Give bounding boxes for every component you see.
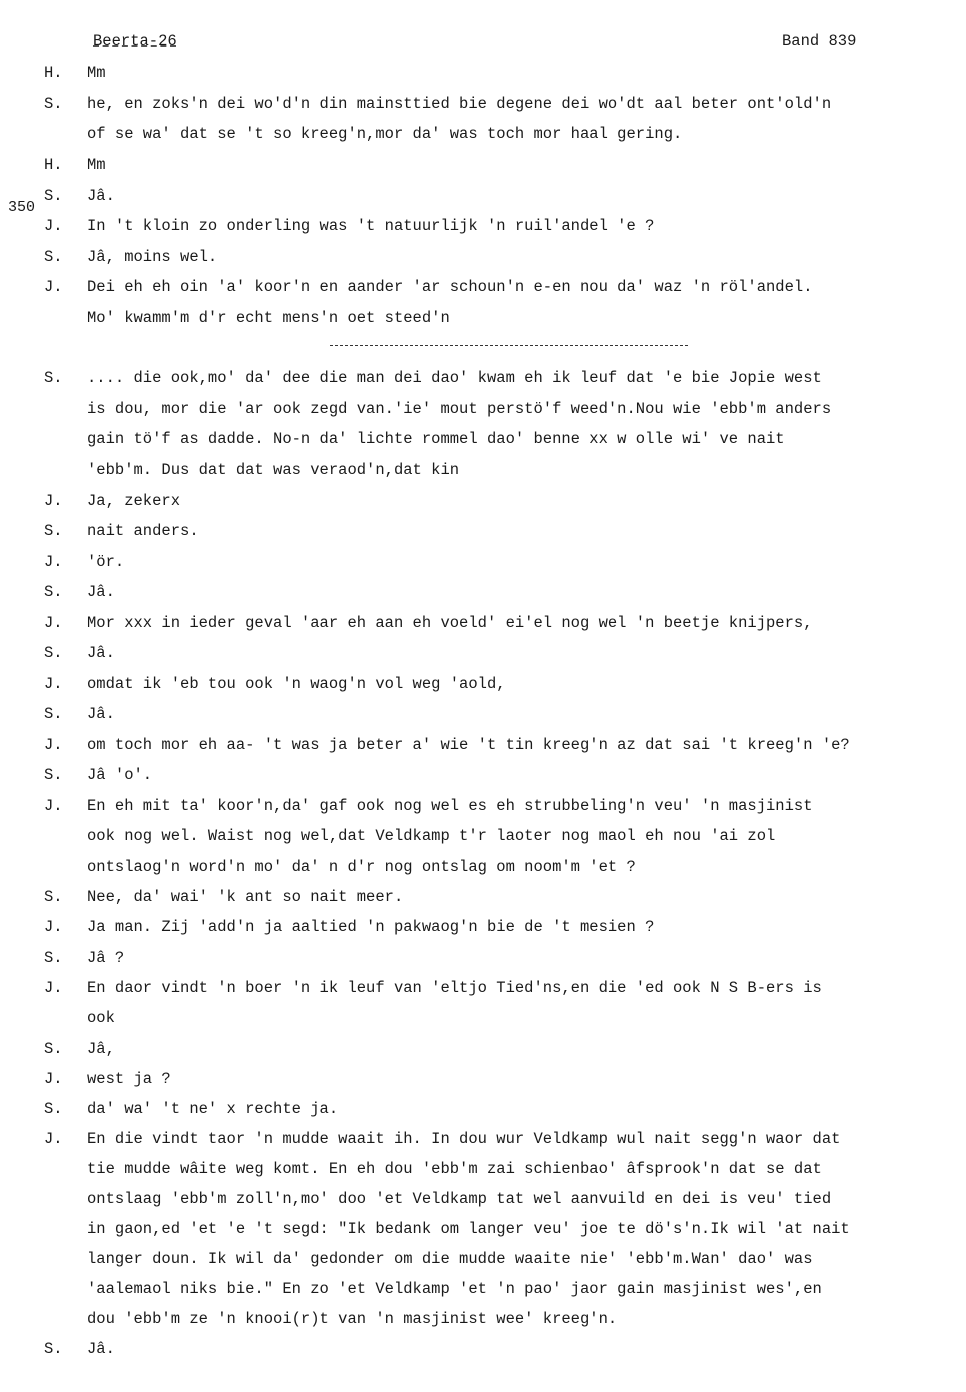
transcript-line [0,95,966,117]
speaker-label: J. [44,217,63,235]
transcript-line [0,1040,966,1062]
utterance-text: ontslaag 'ebb'm zoll'n,mo' doo 'et Veldkamp tat wel aanvuild en dei is veu' tied [87,1190,832,1208]
speaker-label: J. [44,492,63,510]
utterance-text: om toch mor eh aa- 't was ja beter a' wie 't tin kreeg'n az dat sai 't kreeg'n 'e? [87,736,850,754]
transcript-line [0,797,966,819]
transcript-line [0,187,966,209]
speaker-label: S. [44,1040,63,1058]
utterance-text: En die vindt taor 'n mudde waait ih. In dou wur Veldkamp wul nait segg'n waor dat [87,1130,841,1148]
speaker-label: S. [44,522,63,540]
transcript-line [0,644,966,666]
utterance-text: Nee, da' wai' 'k ant so nait meer. [87,888,404,906]
utterance-text: Mor xxx in ieder geval 'aar eh aan eh voeld' ei'el nog wel 'n beetje knijpers, [87,614,813,632]
utterance-text: in gaon,ed 'et 'e 't segd: "Ik bedank om langer veu' joe te dö's'n.Ik wil 'at nait [87,1220,850,1238]
transcript-line [0,278,966,300]
transcript-line [0,156,966,178]
transcript-line [0,553,966,575]
utterance-text: is dou, mor die 'ar ook zegd van.'ie' mout perstö'f weed'n.Nou wie 'ebb'm anders [87,400,832,418]
transcript-line [0,1190,966,1212]
utterance-text: Jâ. [87,644,115,662]
transcript-line [0,1250,966,1272]
transcript-line [0,858,966,880]
utterance-text: Jâ. [87,1340,115,1358]
transcript-line [0,1310,966,1332]
transcript-line [0,400,966,422]
speaker-label: S. [44,95,63,113]
transcript-line [0,827,966,849]
utterance-text: ook nog wel. Waist nog wel,dat Veldkamp t'r laoter nog maol eh nou 'ai zol [87,827,776,845]
transcript-line [0,1100,966,1122]
transcript-line [0,1009,966,1031]
transcript-line [0,1160,966,1182]
utterance-text: da' wa' 't ne' x rechte ja. [87,1100,339,1118]
speaker-label: J. [44,1130,63,1148]
transcript-line [0,1130,966,1152]
speaker-label: S. [44,1340,63,1358]
utterance-text: 'ebb'm. Dus dat dat was veraod'n,dat kin [87,461,460,479]
transcript-line [0,918,966,940]
transcript-line [0,675,966,697]
utterance-text: Ja man. Zij 'add'n ja aaltied 'n pakwaog'n bie de 't mesien ? [87,918,655,936]
transcript-line [0,705,966,727]
transcript-line [0,1340,966,1362]
speaker-label: J. [44,797,63,815]
utterance-text: Mo' kwamm'm d'r echt mens'n oet steed'n [87,309,450,327]
transcript-line [0,736,966,758]
utterance-text: ontslaog'n word'n mo' da' n d'r nog ontslag om noom'm 'et ? [87,858,636,876]
transcript-line [0,949,966,971]
tape-number: Band 839 [782,32,857,50]
section-separator [330,345,688,346]
speaker-label: J. [44,736,63,754]
margin-counter: 350 [8,199,36,216]
speaker-label: H. [44,64,63,82]
utterance-text: In 't kloin zo onderling was 't natuurlijk 'n ruil'andel 'e ? [87,217,655,235]
utterance-text: Ja, zekerx [87,492,181,510]
utterance-text: En daor vindt 'n boer 'n ik leuf van 'eltjo Tied'ns,en die 'ed ook N S B-ers is [87,979,822,997]
utterance-text: omdat ik 'eb tou ook 'n waog'n vol weg 'aold, [87,675,506,693]
utterance-text: ook [87,1009,115,1027]
utterance-text: Jâ. [87,705,115,723]
speaker-label: S. [44,766,63,784]
transcript-line [0,979,966,1001]
transcript-line [0,430,966,452]
speaker-label: J. [44,278,63,296]
transcript-line [0,766,966,788]
speaker-label: J. [44,979,63,997]
utterance-text: .... die ook,mo' da' dee die man dei dao' kwam eh ik leuf dat 'e bie Jopie west [87,369,822,387]
utterance-text: dou 'ebb'm ze 'n knooi(r)t van 'n masjinist wee' kreeg'n. [87,1310,618,1328]
speaker-label: J. [44,553,63,571]
utterance-text: west ja ? [87,1070,171,1088]
transcript-line [0,1280,966,1302]
speaker-label: J. [44,614,63,632]
transcript-line [0,888,966,910]
utterance-text: gain tö'f as dadde. No-n da' lichte rommel dao' benne xx w olle wi' ve nait [87,430,785,448]
utterance-text: Jâ. [87,583,115,601]
utterance-text: Mm [87,64,106,82]
transcript-line [0,64,966,86]
transcript-line [0,522,966,544]
speaker-label: S. [44,187,63,205]
utterance-text: Jâ, moins wel. [87,248,218,266]
speaker-label: S. [44,644,63,662]
utterance-text: nait anders. [87,522,199,540]
speaker-label: H. [44,156,63,174]
transcript-line [0,583,966,605]
speaker-label: S. [44,583,63,601]
utterance-text: of se wa' dat se 't so kreeg'n,mor da' was toch mor haal gering. [87,125,683,143]
speaker-label: S. [44,369,63,387]
speaker-label: J. [44,675,63,693]
utterance-text: he, en zoks'n dei wo'd'n din mainsttied bie degene dei wo'dt aal beter ont'old'n [87,95,832,113]
transcript-line [0,492,966,514]
utterance-text: 'ör. [87,553,125,571]
speaker-label: S. [44,705,63,723]
document-id: Beerta-26 [93,32,177,50]
transcript-line [0,614,966,636]
transcript-line [0,461,966,483]
transcript-line [0,369,966,391]
speaker-label: J. [44,1070,63,1088]
transcript-line [0,1220,966,1242]
speaker-label: S. [44,1100,63,1118]
speaker-label: S. [44,248,63,266]
utterance-text: Jâ 'o'. [87,766,153,784]
utterance-text: Mm [87,156,106,174]
utterance-text: Dei eh eh oin 'a' koor'n en aander 'ar schoun'n e-en nou da' waz 'n röl'andel. [87,278,813,296]
utterance-text: 'aalemaol niks bie." En zo 'et Veldkamp 'et 'n pao' jaor gain masjinist wes',en [87,1280,822,1298]
speaker-label: J. [44,918,63,936]
utterance-text: Jâ. [87,187,115,205]
transcript-line [0,248,966,270]
page-header [0,32,966,54]
transcript-line [0,309,966,331]
speaker-label: S. [44,888,63,906]
utterance-text: Jâ, [87,1040,115,1058]
utterance-text: tie mudde wâite weg komt. En eh dou 'ebb'm zai schienbao' âfsprook'n dat se dat [87,1160,822,1178]
utterance-text: Jâ ? [87,949,125,967]
transcript-line [0,125,966,147]
speaker-label: S. [44,949,63,967]
transcript-line [0,217,966,239]
transcript-line [0,1070,966,1092]
utterance-text: langer doun. Ik wil da' gedonder om die mudde waaite nie' 'ebb'm.Wan' dao' was [87,1250,813,1268]
utterance-text: En eh mit ta' koor'n,da' gaf ook nog wel es eh strubbeling'n veu' 'n masjinist [87,797,813,815]
